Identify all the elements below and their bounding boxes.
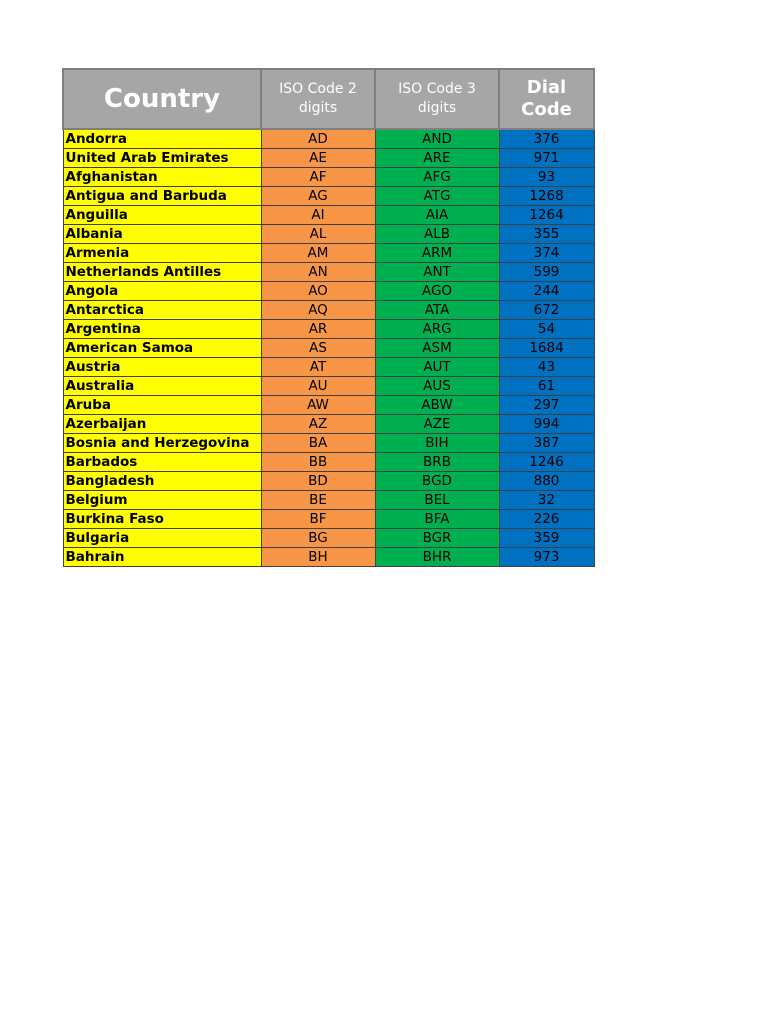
cell-iso-code-3: ASM [375, 339, 499, 358]
cell-iso-code-3: BIH [375, 434, 499, 453]
header-iso-code-3 [375, 69, 499, 129]
cell-iso-code-3: AGO [375, 282, 499, 301]
table-row [63, 548, 594, 567]
cell-iso-code-3: ATG [375, 187, 499, 206]
cell-dial-code: 1684 [499, 339, 594, 358]
cell-country: Albania [63, 225, 261, 244]
table-row [63, 339, 594, 358]
cell-dial-code: 374 [499, 244, 594, 263]
cell-iso-code-2: BB [261, 453, 375, 472]
cell-iso-code-3: BFA [375, 510, 499, 529]
cell-country: Aruba [63, 396, 261, 415]
cell-country: Austria [63, 358, 261, 377]
cell-country: Antigua and Barbuda [63, 187, 261, 206]
cell-dial-code: 1264 [499, 206, 594, 225]
cell-iso-code-2: BE [261, 491, 375, 510]
cell-iso-code-2: AE [261, 149, 375, 168]
cell-dial-code: 672 [499, 301, 594, 320]
cell-iso-code-2: BA [261, 434, 375, 453]
cell-country: Netherlands Antilles [63, 263, 261, 282]
cell-country: American Samoa [63, 339, 261, 358]
table-row [63, 187, 594, 206]
cell-dial-code: 43 [499, 358, 594, 377]
cell-iso-code-3: BRB [375, 453, 499, 472]
cell-dial-code: 355 [499, 225, 594, 244]
cell-iso-code-2: AO [261, 282, 375, 301]
table-row [63, 320, 594, 339]
cell-dial-code: 1246 [499, 453, 594, 472]
cell-iso-code-2: AR [261, 320, 375, 339]
header-iso3-line1: ISO Code 3 [398, 81, 476, 97]
cell-country: United Arab Emirates [63, 149, 261, 168]
cell-dial-code: 54 [499, 320, 594, 339]
cell-iso-code-2: AL [261, 225, 375, 244]
cell-country: Angola [63, 282, 261, 301]
cell-iso-code-3: BHR [375, 548, 499, 567]
table-header [63, 69, 594, 129]
cell-dial-code: 61 [499, 377, 594, 396]
header-row [63, 69, 594, 129]
header-iso2-line1: ISO Code 2 [279, 81, 357, 97]
cell-dial-code: 387 [499, 434, 594, 453]
cell-iso-code-3: BEL [375, 491, 499, 510]
cell-dial-code: 93 [499, 168, 594, 187]
cell-country: Afghanistan [63, 168, 261, 187]
cell-iso-code-2: BF [261, 510, 375, 529]
cell-dial-code: 599 [499, 263, 594, 282]
cell-country: Antarctica [63, 301, 261, 320]
table-row [63, 206, 594, 225]
cell-iso-code-3: ANT [375, 263, 499, 282]
table-row [63, 129, 594, 149]
table-body [63, 129, 594, 567]
cell-country: Bulgaria [63, 529, 261, 548]
cell-iso-code-3: ARM [375, 244, 499, 263]
cell-dial-code: 226 [499, 510, 594, 529]
cell-dial-code: 376 [499, 129, 594, 149]
cell-iso-code-2: AD [261, 129, 375, 149]
cell-iso-code-2: AS [261, 339, 375, 358]
cell-iso-code-3: ATA [375, 301, 499, 320]
cell-iso-code-3: BGR [375, 529, 499, 548]
cell-country: Bosnia and Herzegovina [63, 434, 261, 453]
cell-iso-code-2: AT [261, 358, 375, 377]
cell-iso-code-3: AUT [375, 358, 499, 377]
cell-iso-code-2: AF [261, 168, 375, 187]
cell-iso-code-2: BD [261, 472, 375, 491]
header-country [63, 69, 261, 129]
cell-iso-code-3: AUS [375, 377, 499, 396]
cell-country: Azerbaijan [63, 415, 261, 434]
cell-country: Belgium [63, 491, 261, 510]
table-row [63, 149, 594, 168]
table-row [63, 434, 594, 453]
cell-country: Argentina [63, 320, 261, 339]
cell-iso-code-3: ARE [375, 149, 499, 168]
cell-dial-code: 994 [499, 415, 594, 434]
cell-country: Bangladesh [63, 472, 261, 491]
header-iso3-line2: digits [417, 100, 457, 116]
table-row [63, 453, 594, 472]
cell-country: Barbados [63, 453, 261, 472]
cell-dial-code: 244 [499, 282, 594, 301]
header-iso-code-2 [261, 69, 375, 129]
cell-iso-code-3: AIA [375, 206, 499, 225]
table-row [63, 510, 594, 529]
header-iso2-line2: digits [298, 100, 338, 116]
cell-iso-code-2: AU [261, 377, 375, 396]
table-row [63, 529, 594, 548]
cell-country: Anguilla [63, 206, 261, 225]
cell-iso-code-2: AG [261, 187, 375, 206]
cell-iso-code-3: ABW [375, 396, 499, 415]
cell-country: Australia [63, 377, 261, 396]
cell-country: Bahrain [63, 548, 261, 567]
cell-iso-code-3: AFG [375, 168, 499, 187]
cell-dial-code: 297 [499, 396, 594, 415]
cell-iso-code-3: AND [375, 129, 499, 149]
table-row [63, 396, 594, 415]
cell-dial-code: 32 [499, 491, 594, 510]
header-dial-line2: Code [521, 99, 572, 120]
table-row [63, 263, 594, 282]
cell-country: Burkina Faso [63, 510, 261, 529]
table-row [63, 168, 594, 187]
cell-dial-code: 971 [499, 149, 594, 168]
cell-iso-code-2: AI [261, 206, 375, 225]
table-row [63, 282, 594, 301]
cell-dial-code: 973 [499, 548, 594, 567]
table-row [63, 301, 594, 320]
cell-iso-code-2: BG [261, 529, 375, 548]
cell-dial-code: 1268 [499, 187, 594, 206]
header-country-label: Country [103, 84, 221, 114]
country-codes-table [62, 68, 595, 567]
cell-dial-code: 880 [499, 472, 594, 491]
table-row [63, 225, 594, 244]
cell-iso-code-3: AZE [375, 415, 499, 434]
header-dial-line1: Dial [526, 77, 567, 98]
table-row [63, 491, 594, 510]
cell-iso-code-2: AW [261, 396, 375, 415]
cell-iso-code-3: BGD [375, 472, 499, 491]
cell-country: Andorra [63, 129, 261, 149]
cell-iso-code-3: ARG [375, 320, 499, 339]
table-row [63, 244, 594, 263]
table-row [63, 472, 594, 491]
cell-dial-code: 359 [499, 529, 594, 548]
table-row [63, 358, 594, 377]
cell-iso-code-2: BH [261, 548, 375, 567]
cell-iso-code-2: AQ [261, 301, 375, 320]
header-dial-code [499, 69, 594, 129]
cell-iso-code-2: AN [261, 263, 375, 282]
cell-iso-code-2: AZ [261, 415, 375, 434]
cell-country: Armenia [63, 244, 261, 263]
table-row [63, 377, 594, 396]
cell-iso-code-2: AM [261, 244, 375, 263]
table-row [63, 415, 594, 434]
cell-iso-code-3: ALB [375, 225, 499, 244]
